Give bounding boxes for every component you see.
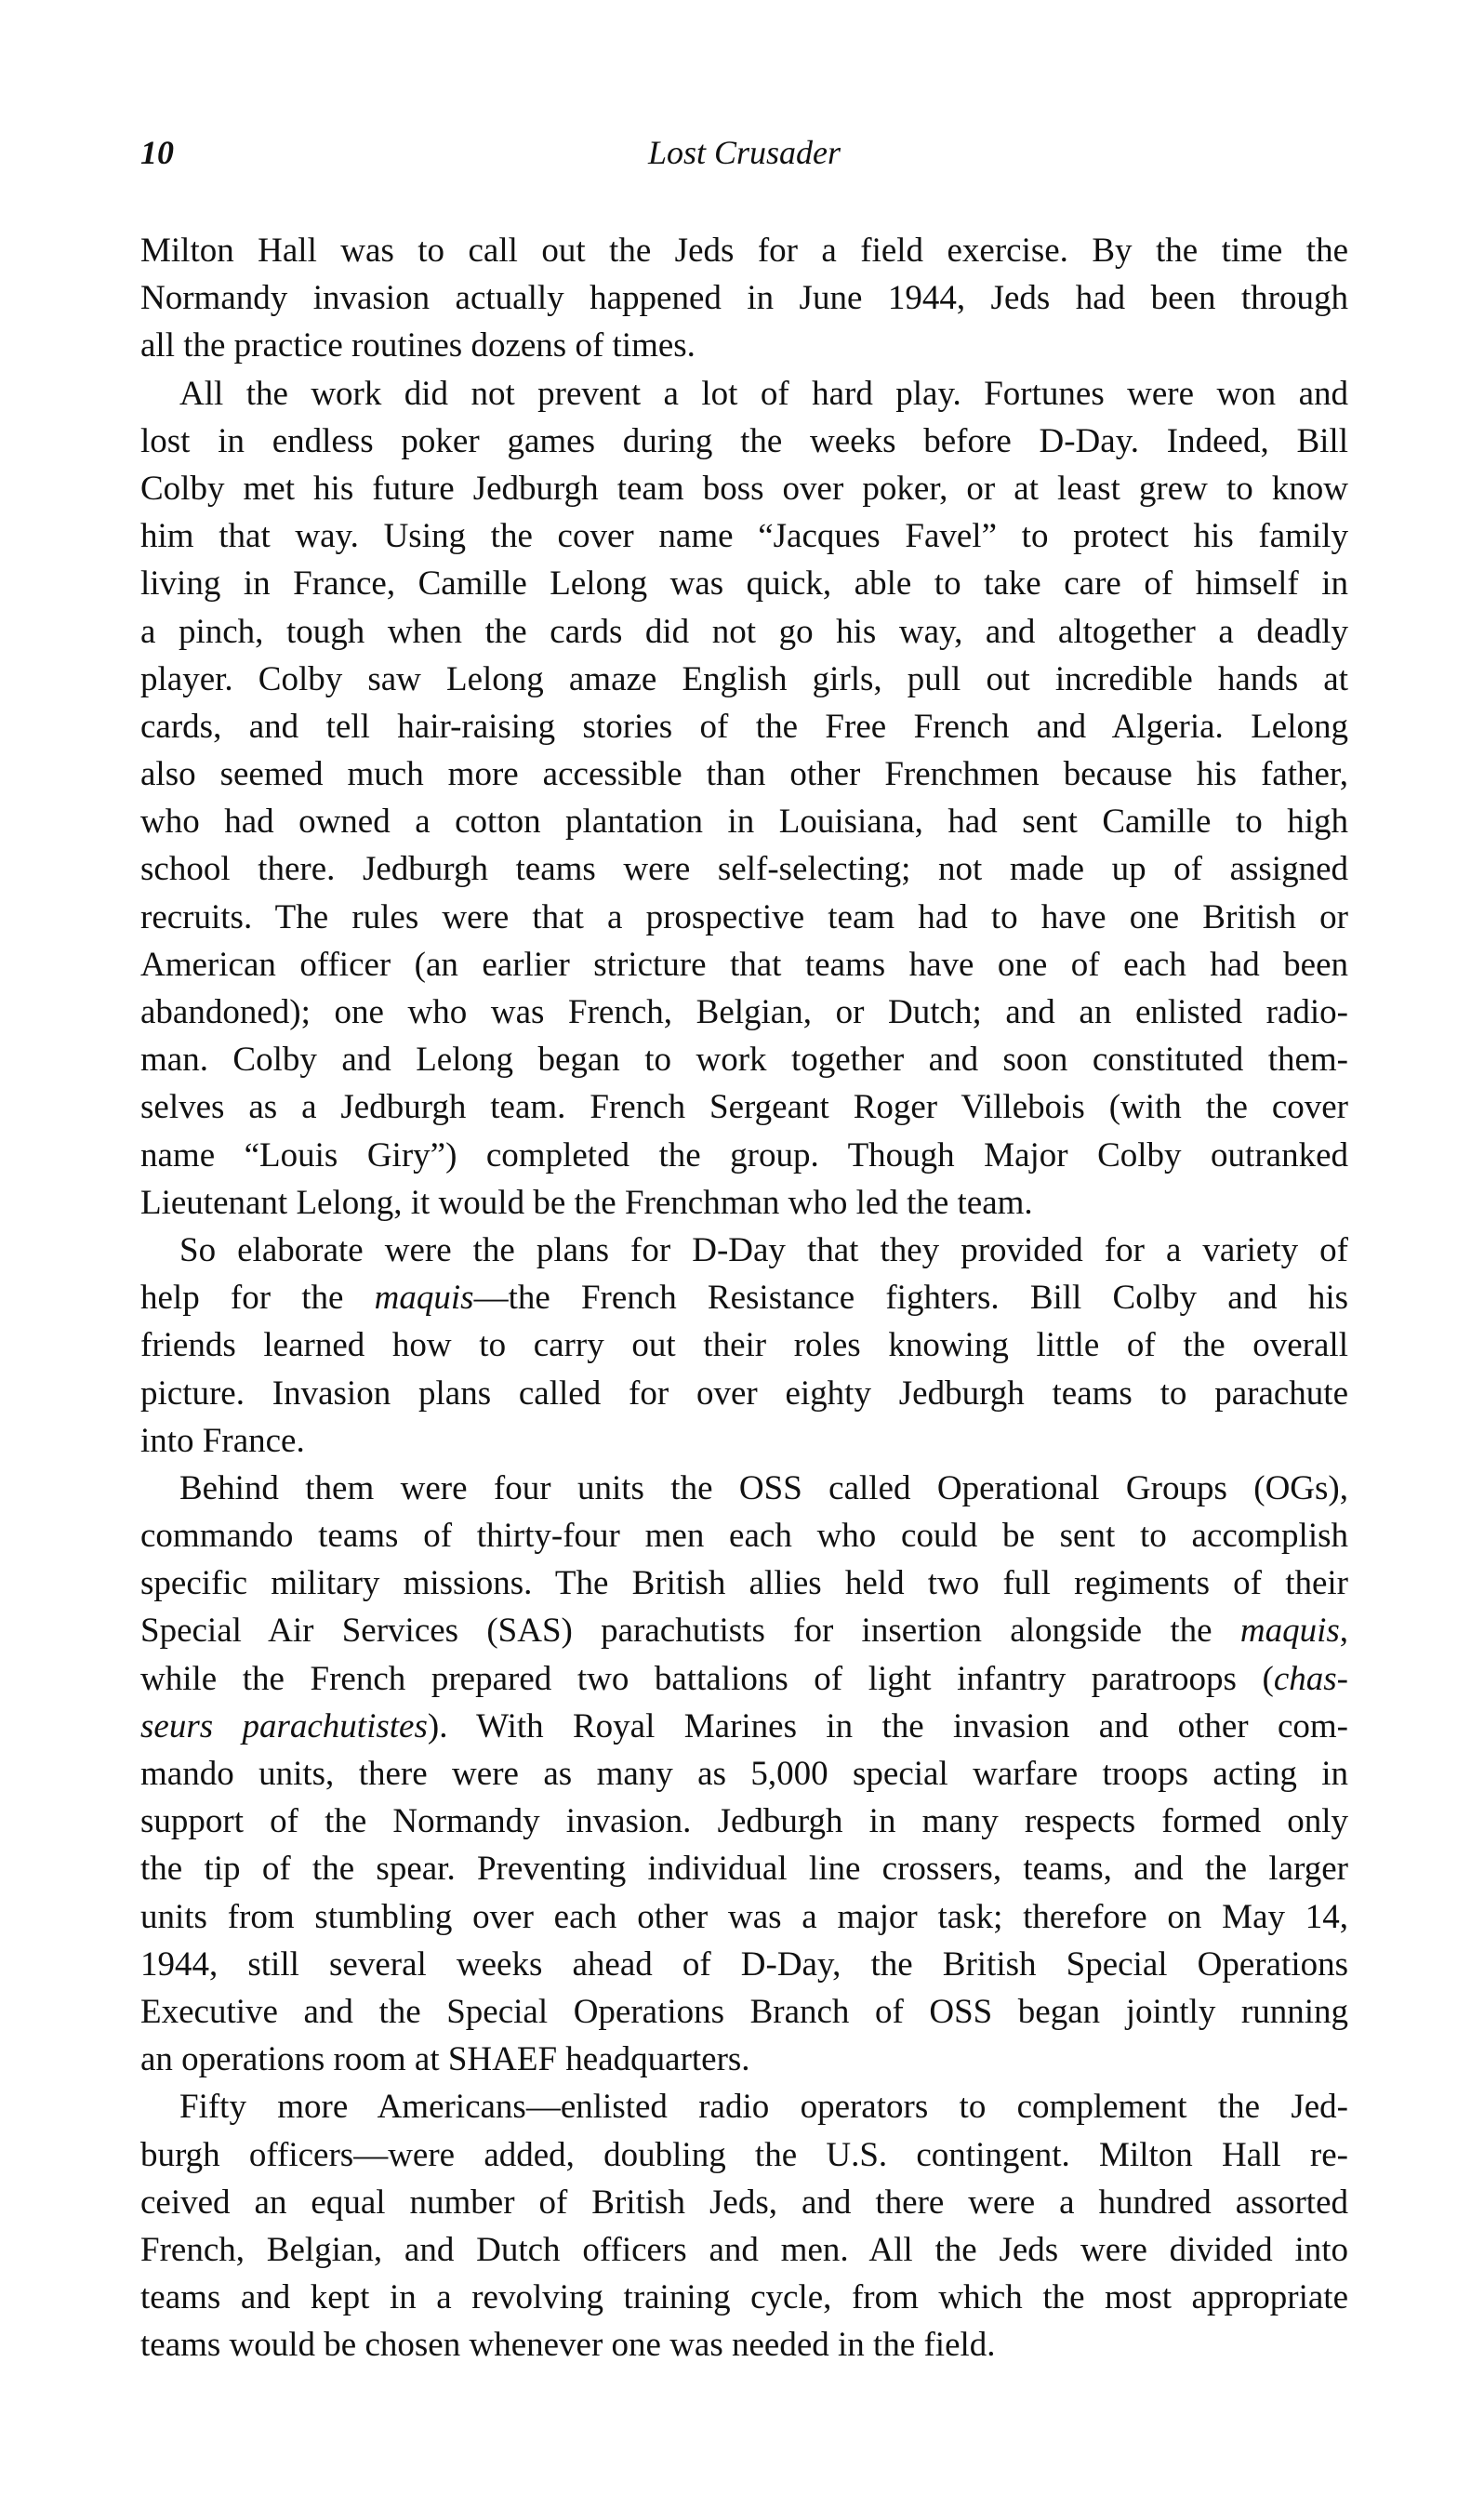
text-segment: 1944, still several weeks ahead of D-Day, the British Special Operations <box>140 1944 1348 1984</box>
text-line <box>140 1655 1348 1703</box>
text-line <box>140 1798 1348 1845</box>
paragraph <box>140 1227 1348 1465</box>
text-segment: American officer (an earlier stricture that teams have one of each had been <box>140 945 1348 984</box>
text-segment: lost in endless poker games during the weeks before D-Day. Indeed, Bill <box>140 421 1348 460</box>
running-header <box>140 128 1348 177</box>
text-segment: specific military missions. The British allies held two full regiments of their <box>140 1564 1348 1603</box>
text-segment: ). With Royal Marines in the invasion and other com- <box>427 1706 1348 1745</box>
text-segment: teams and kept in a revolving training cycle, from which the most appropriate <box>140 2278 1348 2317</box>
text-line <box>140 512 1348 560</box>
text-segment: help for the <box>140 1279 375 1318</box>
text-line <box>140 656 1348 703</box>
text-segment: So elaborate were the plans for D-Day that they provided for a variety of <box>179 1230 1348 1269</box>
text-segment: teams would be chosen whenever one was needed in the field. <box>140 2326 996 2365</box>
text-segment: him that way. Using the cover name “Jacques Favel” to protect his family <box>140 517 1348 556</box>
body-text <box>140 227 1348 2369</box>
text-line <box>140 1512 1348 1559</box>
text-line <box>140 1179 1348 1227</box>
text-line <box>140 1321 1348 1369</box>
text-line <box>140 750 1348 798</box>
text-segment: Fifty more Americans—enlisted radio operators to complement the Jed- <box>179 2088 1348 2127</box>
text-segment: who had owned a cotton plantation in Louisiana, had sent Camille to high <box>140 803 1348 842</box>
text-line <box>140 1370 1348 1417</box>
text-line <box>140 608 1348 656</box>
running-title: Lost Crusader <box>647 134 841 171</box>
text-line <box>140 2226 1348 2274</box>
text-segment: living in France, Camille Lelong was quick, able to take care of himself in <box>140 564 1348 604</box>
text-line <box>140 703 1348 750</box>
text-segment: burgh officers—were added, doubling the U.S. contingent. Milton Hall re- <box>140 2135 1348 2174</box>
text-segment: commando teams of thirty-four men each who could be sent to accomplish <box>140 1517 1348 1556</box>
text-line <box>140 1941 1348 1988</box>
text-line <box>140 1703 1348 1750</box>
text-segment: man. Colby and Lelong began to work together and soon constituted them- <box>140 1041 1348 1080</box>
text-segment: an operations room at SHAEF headquarters. <box>140 2040 750 2079</box>
paragraph <box>140 370 1348 1227</box>
text-segment: ceived an equal number of British Jeds, and there were a hundred assorted <box>140 2183 1348 2222</box>
text-line <box>140 2036 1348 2083</box>
text-segment: Special Air Services (SAS) parachutists for insertion alongside the <box>140 1612 1240 1651</box>
text-line <box>140 227 1348 274</box>
text-segment: cards, and tell hair-raising stories of the Free French and Algeria. Lelong <box>140 707 1348 746</box>
paragraph <box>140 1465 1348 2083</box>
text-segment: Behind them were four units the OSS called Operational Groups (OGs), <box>179 1468 1348 1507</box>
text-segment: —the French Resistance fighters. Bill Colby and his <box>473 1279 1348 1318</box>
text-segment: friends learned how to carry out their roles knowing little of the overall <box>140 1326 1348 1365</box>
italic-text: chas- <box>1273 1659 1348 1698</box>
text-line <box>140 1607 1348 1654</box>
text-segment: abandoned); one who was French, Belgian, or Dutch; and an enlisted radio- <box>140 993 1348 1031</box>
text-line <box>140 1465 1348 1512</box>
text-segment: also seemed much more accessible than other Frenchmen because his father, <box>140 755 1348 794</box>
paragraph <box>140 2083 1348 2369</box>
text-line <box>140 465 1348 512</box>
text-segment: Lieutenant Lelong, it would be the Frenchman who led the team. <box>140 1183 1033 1222</box>
text-segment: the tip of the spear. Preventing individual line crossers, teams, and the larger <box>140 1850 1348 1889</box>
text-line <box>140 1559 1348 1607</box>
text-line <box>140 2321 1348 2369</box>
text-line <box>140 2083 1348 2130</box>
text-segment: selves as a Jedburgh team. French Sergeant Roger Villebois (with the cover <box>140 1088 1348 1127</box>
text-segment: mando units, there were as many as 5,000 special warfare troops acting in <box>140 1755 1348 1793</box>
text-segment: Executive and the Special Operations Branch of OSS began jointly running <box>140 1992 1348 2031</box>
paragraph <box>140 227 1348 370</box>
text-line <box>140 322 1348 369</box>
text-line <box>140 1083 1348 1131</box>
italic-text: maquis <box>374 1279 474 1318</box>
text-line <box>140 2274 1348 2321</box>
text-segment: all the practice routines dozens of times. <box>140 326 696 365</box>
text-line <box>140 274 1348 322</box>
text-line <box>140 2179 1348 2226</box>
text-line <box>140 1274 1348 1321</box>
text-segment: , <box>1339 1612 1348 1651</box>
text-segment: support of the Normandy invasion. Jedburgh in many respects formed only <box>140 1802 1348 1841</box>
text-segment: Milton Hall was to call out the Jeds for a field exercise. By the time the <box>140 232 1348 270</box>
text-line <box>140 798 1348 845</box>
text-segment: while the French prepared two battalions of light infantry paratroops ( <box>140 1659 1274 1698</box>
text-line <box>140 1988 1348 2036</box>
text-line <box>140 845 1348 893</box>
text-line <box>140 1227 1348 1274</box>
italic-text: seurs parachutistes <box>140 1706 428 1745</box>
text-segment: Colby met his future Jedburgh team boss over poker, or at least grew to know <box>140 469 1348 508</box>
text-line <box>140 1132 1348 1179</box>
text-segment: player. Colby saw Lelong amaze English girls, pull out incredible hands at <box>140 659 1348 698</box>
text-line <box>140 989 1348 1036</box>
text-line <box>140 1036 1348 1083</box>
text-line <box>140 941 1348 989</box>
text-segment: into France. <box>140 1421 305 1460</box>
text-line <box>140 1417 1348 1465</box>
text-segment: picture. Invasion plans called for over eighty Jedburgh teams to parachute <box>140 1374 1348 1413</box>
text-segment: French, Belgian, and Dutch officers and men. All the Jeds were divided into <box>140 2230 1348 2269</box>
text-segment: name “Louis Giry”) completed the group. Though Major Colby outranked <box>140 1135 1348 1175</box>
page-number: 10 <box>140 134 174 171</box>
text-line <box>140 370 1348 418</box>
text-segment: recruits. The rules were that a prospective team had to have one British or <box>140 897 1348 936</box>
text-line <box>140 1893 1348 1941</box>
italic-text: maquis <box>1239 1612 1340 1651</box>
text-line <box>140 418 1348 465</box>
text-line <box>140 1750 1348 1798</box>
text-segment: Normandy invasion actually happened in June 1944, Jeds had been through <box>140 279 1348 318</box>
text-segment: All the work did not prevent a lot of hard play. Fortunes were won and <box>179 374 1348 413</box>
text-segment: units from stumbling over each other was a major task; therefore on May 14, <box>140 1897 1348 1936</box>
text-line <box>140 1845 1348 1892</box>
text-line <box>140 2131 1348 2179</box>
text-segment: school there. Jedburgh teams were self-selecting; not made up of assigned <box>140 850 1348 889</box>
text-line <box>140 560 1348 607</box>
text-segment: a pinch, tough when the cards did not go his way, and altogether a deadly <box>140 612 1348 651</box>
text-line <box>140 894 1348 941</box>
